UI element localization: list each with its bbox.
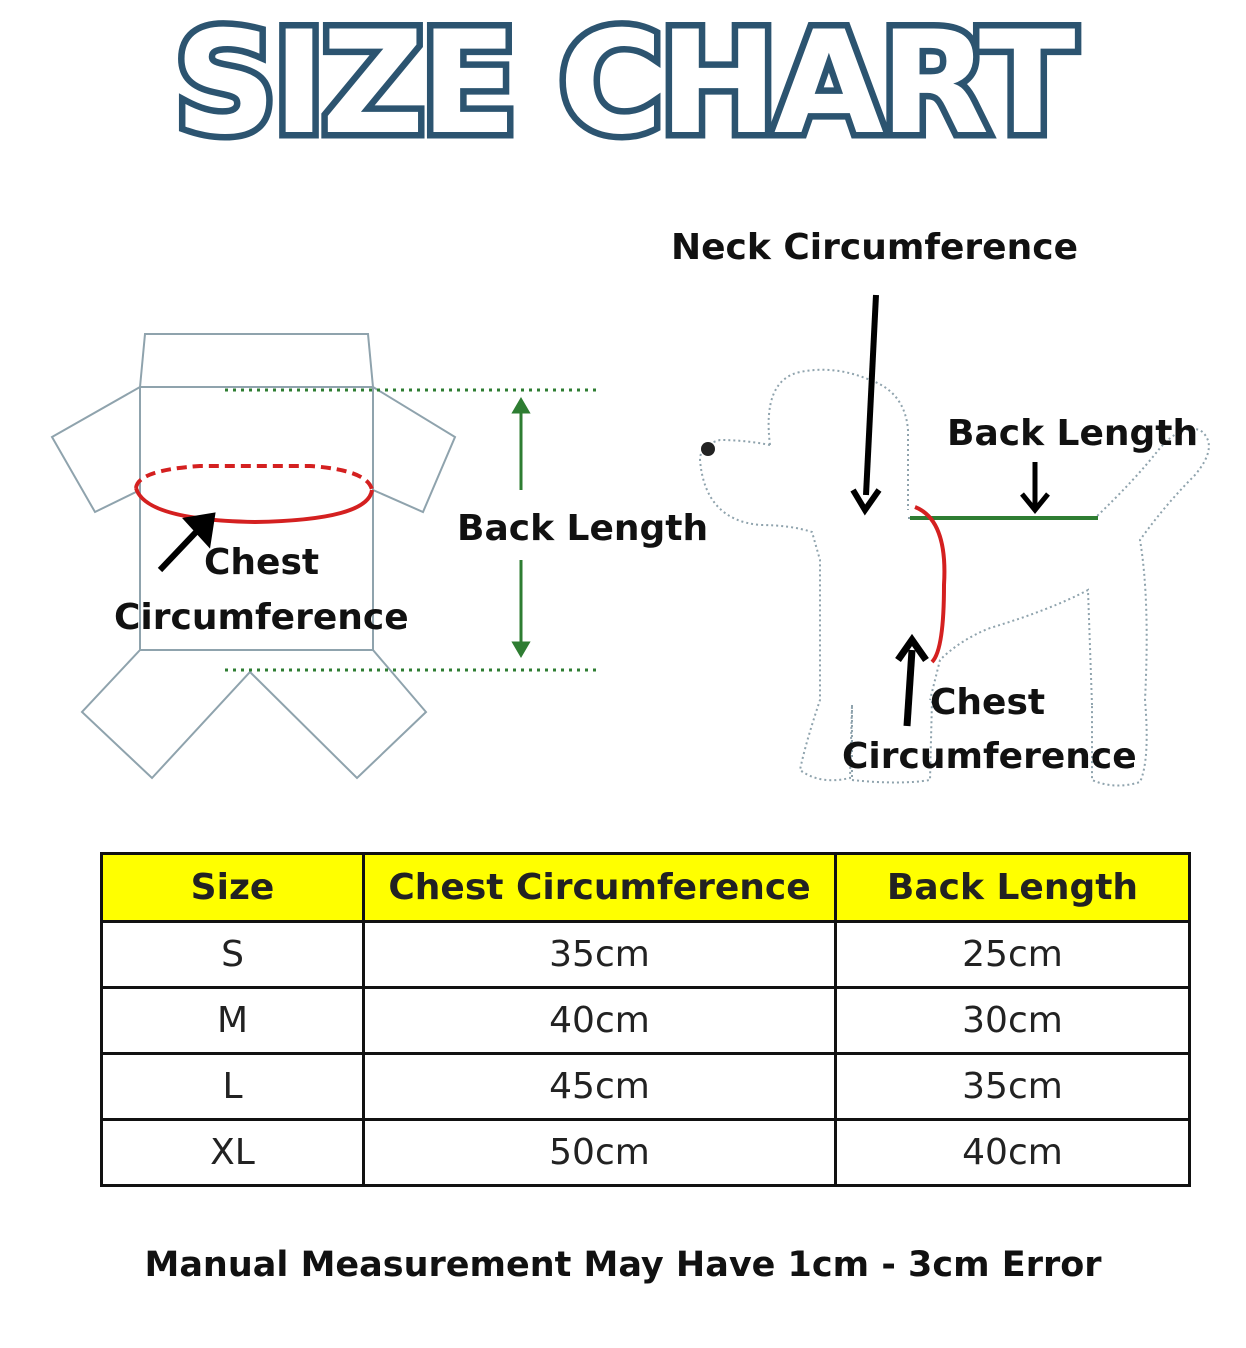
dog-chest-label-line1: Chest — [930, 682, 1046, 723]
header-chest-circumference: Chest Circumference — [364, 854, 836, 922]
table-row — [102, 988, 1190, 1054]
size-cell: S — [102, 922, 364, 988]
size-cell: M — [102, 988, 364, 1054]
garment-chest-ellipse — [136, 466, 372, 522]
size-chart-title: SIZE CHART — [174, 1, 1072, 166]
dog-chest-arrow — [898, 640, 926, 726]
dog-back-length-arrow — [1022, 462, 1048, 510]
dog-chest-curve — [915, 507, 944, 662]
dog-back-length-label: Back Length — [947, 413, 1199, 454]
chest-cell: 35cm — [364, 922, 836, 988]
table-row — [102, 1054, 1190, 1120]
table-header-row — [102, 854, 1190, 922]
back-length-cell: 25cm — [836, 922, 1190, 988]
table-row — [102, 1120, 1190, 1186]
dog-neck-arrow — [853, 295, 879, 510]
size-cell: L — [102, 1054, 364, 1120]
garment-chest-label-line1: Chest — [204, 542, 320, 583]
garment-chest-label-line2: Circumference — [114, 597, 409, 638]
dog-neck-circumference-label: Neck Circumference — [671, 227, 1078, 268]
chest-cell: 40cm — [364, 988, 836, 1054]
back-length-cell: 35cm — [836, 1054, 1190, 1120]
size-table — [100, 852, 1191, 1187]
size-cell: XL — [102, 1120, 364, 1186]
measurement-error-footnote: Manual Measurement May Have 1cm - 3cm Error — [144, 1245, 1102, 1285]
chest-cell: 45cm — [364, 1054, 836, 1120]
header-back-length: Back Length — [836, 854, 1190, 922]
dog-nose-icon — [701, 442, 715, 456]
dog-chest-label-line2: Circumference — [842, 736, 1137, 777]
header-size: Size — [102, 854, 364, 922]
garment-back-length-label: Back Length — [457, 508, 709, 549]
back-length-cell: 30cm — [836, 988, 1190, 1054]
chest-cell: 50cm — [364, 1120, 836, 1186]
back-length-cell: 40cm — [836, 1120, 1190, 1186]
table-row — [102, 922, 1190, 988]
